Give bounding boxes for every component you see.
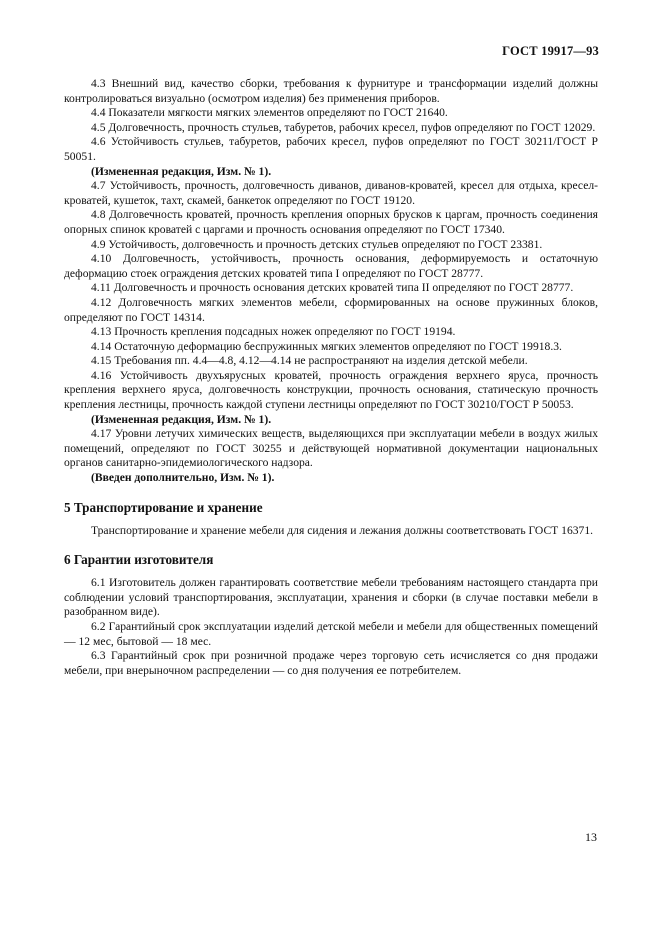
clause-4-10: 4.10 Долговечность, устойчивость, прочность основания, деформируемость и остаточную деформацию стоек ограждения детских кроватей типа I определяют по ГОСТ 28777. [64,252,598,280]
clause-4-8: 4.8 Долговечность кроватей, прочность крепления опорных брусков к царгам, прочность соединения опорных спинок кроватей с царгами и прочность основания определяют по ГОСТ 17340. [64,208,598,236]
page-number: 13 [585,830,597,844]
document-code: ГОСТ 19917—93 [502,44,599,58]
clause-4-6: 4.6 Устойчивость стульев, табуретов, рабочих кресел, пуфов определяют по ГОСТ 30211/ГОСТ Р 50051. [64,135,598,163]
amendment-note: (Измененная редакция, Изм. № 1). [91,412,272,426]
clause-4-7: 4.7 Устойчивость, прочность, долговечность диванов, диванов-кроватей, кресел для отдыха, кресел-кроватей, кушеток, тахт, скамей, банкеток определяют по ГОСТ 19120. [64,179,598,207]
page-content [64,77,598,678]
clause-4-11: 4.11 Долговечность и прочность основания детских кроватей типа II определяют по ГОСТ 28777. [91,281,574,295]
section-6-heading: 6 Гарантии изготовителя [64,552,214,568]
clause-4-4: 4.4 Показатели мягкости мягких элементов определяют по ГОСТ 21640. [91,106,448,120]
clause-6-3: 6.3 Гарантийный срок при розничной продаже через торговую сеть исчисляется со дня продажи мебели, при внерыночном распределении — со дня получения ее потребителем. [64,649,598,677]
amendment-note: (Измененная редакция, Изм. № 1). [91,164,272,178]
section-5-heading: 5 Транспортирование и хранение [64,499,263,515]
section-5-text: Транспортирование и хранение мебели для сидения и лежания должны соответствовать ГОСТ 16371. [91,523,594,537]
clause-4-3: 4.3 Внешний вид, качество сборки, требования к фурнитуре и трансформации изделий должны контролироваться визуально (осмотром изделия) без применения приборов. [64,77,598,105]
clause-4-12: 4.12 Долговечность мягких элементов мебели, сформированных на основе пружинных блоков, определяют по ГОСТ 14314. [64,295,598,324]
clause-4-16: 4.16 Устойчивость двухъярусных кроватей, прочность ограждения верхнего яруса, прочность крепления верхнего яруса, долговечность конструкции, прочность основания, статическую прочность крепления лестницы, прочность каждой ступени лестницы определяют по ГОСТ 30210/ГОСТ Р 50053. [64,368,598,412]
clause-4-5: 4.5 Долговечность, прочность стульев, табуретов, рабочих кресел, пуфов определяют по ГОСТ 12029. [91,120,596,134]
clause-4-15: 4.15 Требования пп. 4.4—4.8, 4.12—4.14 не распространяют на изделия детской мебели. [91,354,528,368]
clause-6-1: 6.1 Изготовитель должен гарантировать соответствие мебели требованиям настоящего стандарта при соблюдении условий транспортирования, эксплуатации, хранения и сборки (в случае поставки мебели в разобранном виде). [64,576,598,619]
clause-4-13: 4.13 Прочность крепления подсадных ножек определяют по ГОСТ 19194. [91,325,456,339]
clause-4-17: 4.17 Уровни летучих химических веществ, выделяющихся при эксплуатации мебели в воздух жилых помещений, определяют по ГОСТ 30255 и действующей нормативной документации национальных органов санитарно-эпидемиологического надзора. [64,427,598,470]
clause-6-2: 6.2 Гарантийный срок эксплуатации изделий детской мебели и мебели для общественных помещений — 12 мес, бытовой — 18 мес. [64,620,598,648]
clause-4-9: 4.9 Устойчивость, долговечность и прочность детских стульев определяют по ГОСТ 23381. [91,237,543,251]
clause-4-14: 4.14 Остаточную деформацию беспружинных мягких элементов определяют по ГОСТ 19918.3. [91,339,562,353]
amendment-note: (Введен дополнительно, Изм. № 1). [91,471,275,485]
